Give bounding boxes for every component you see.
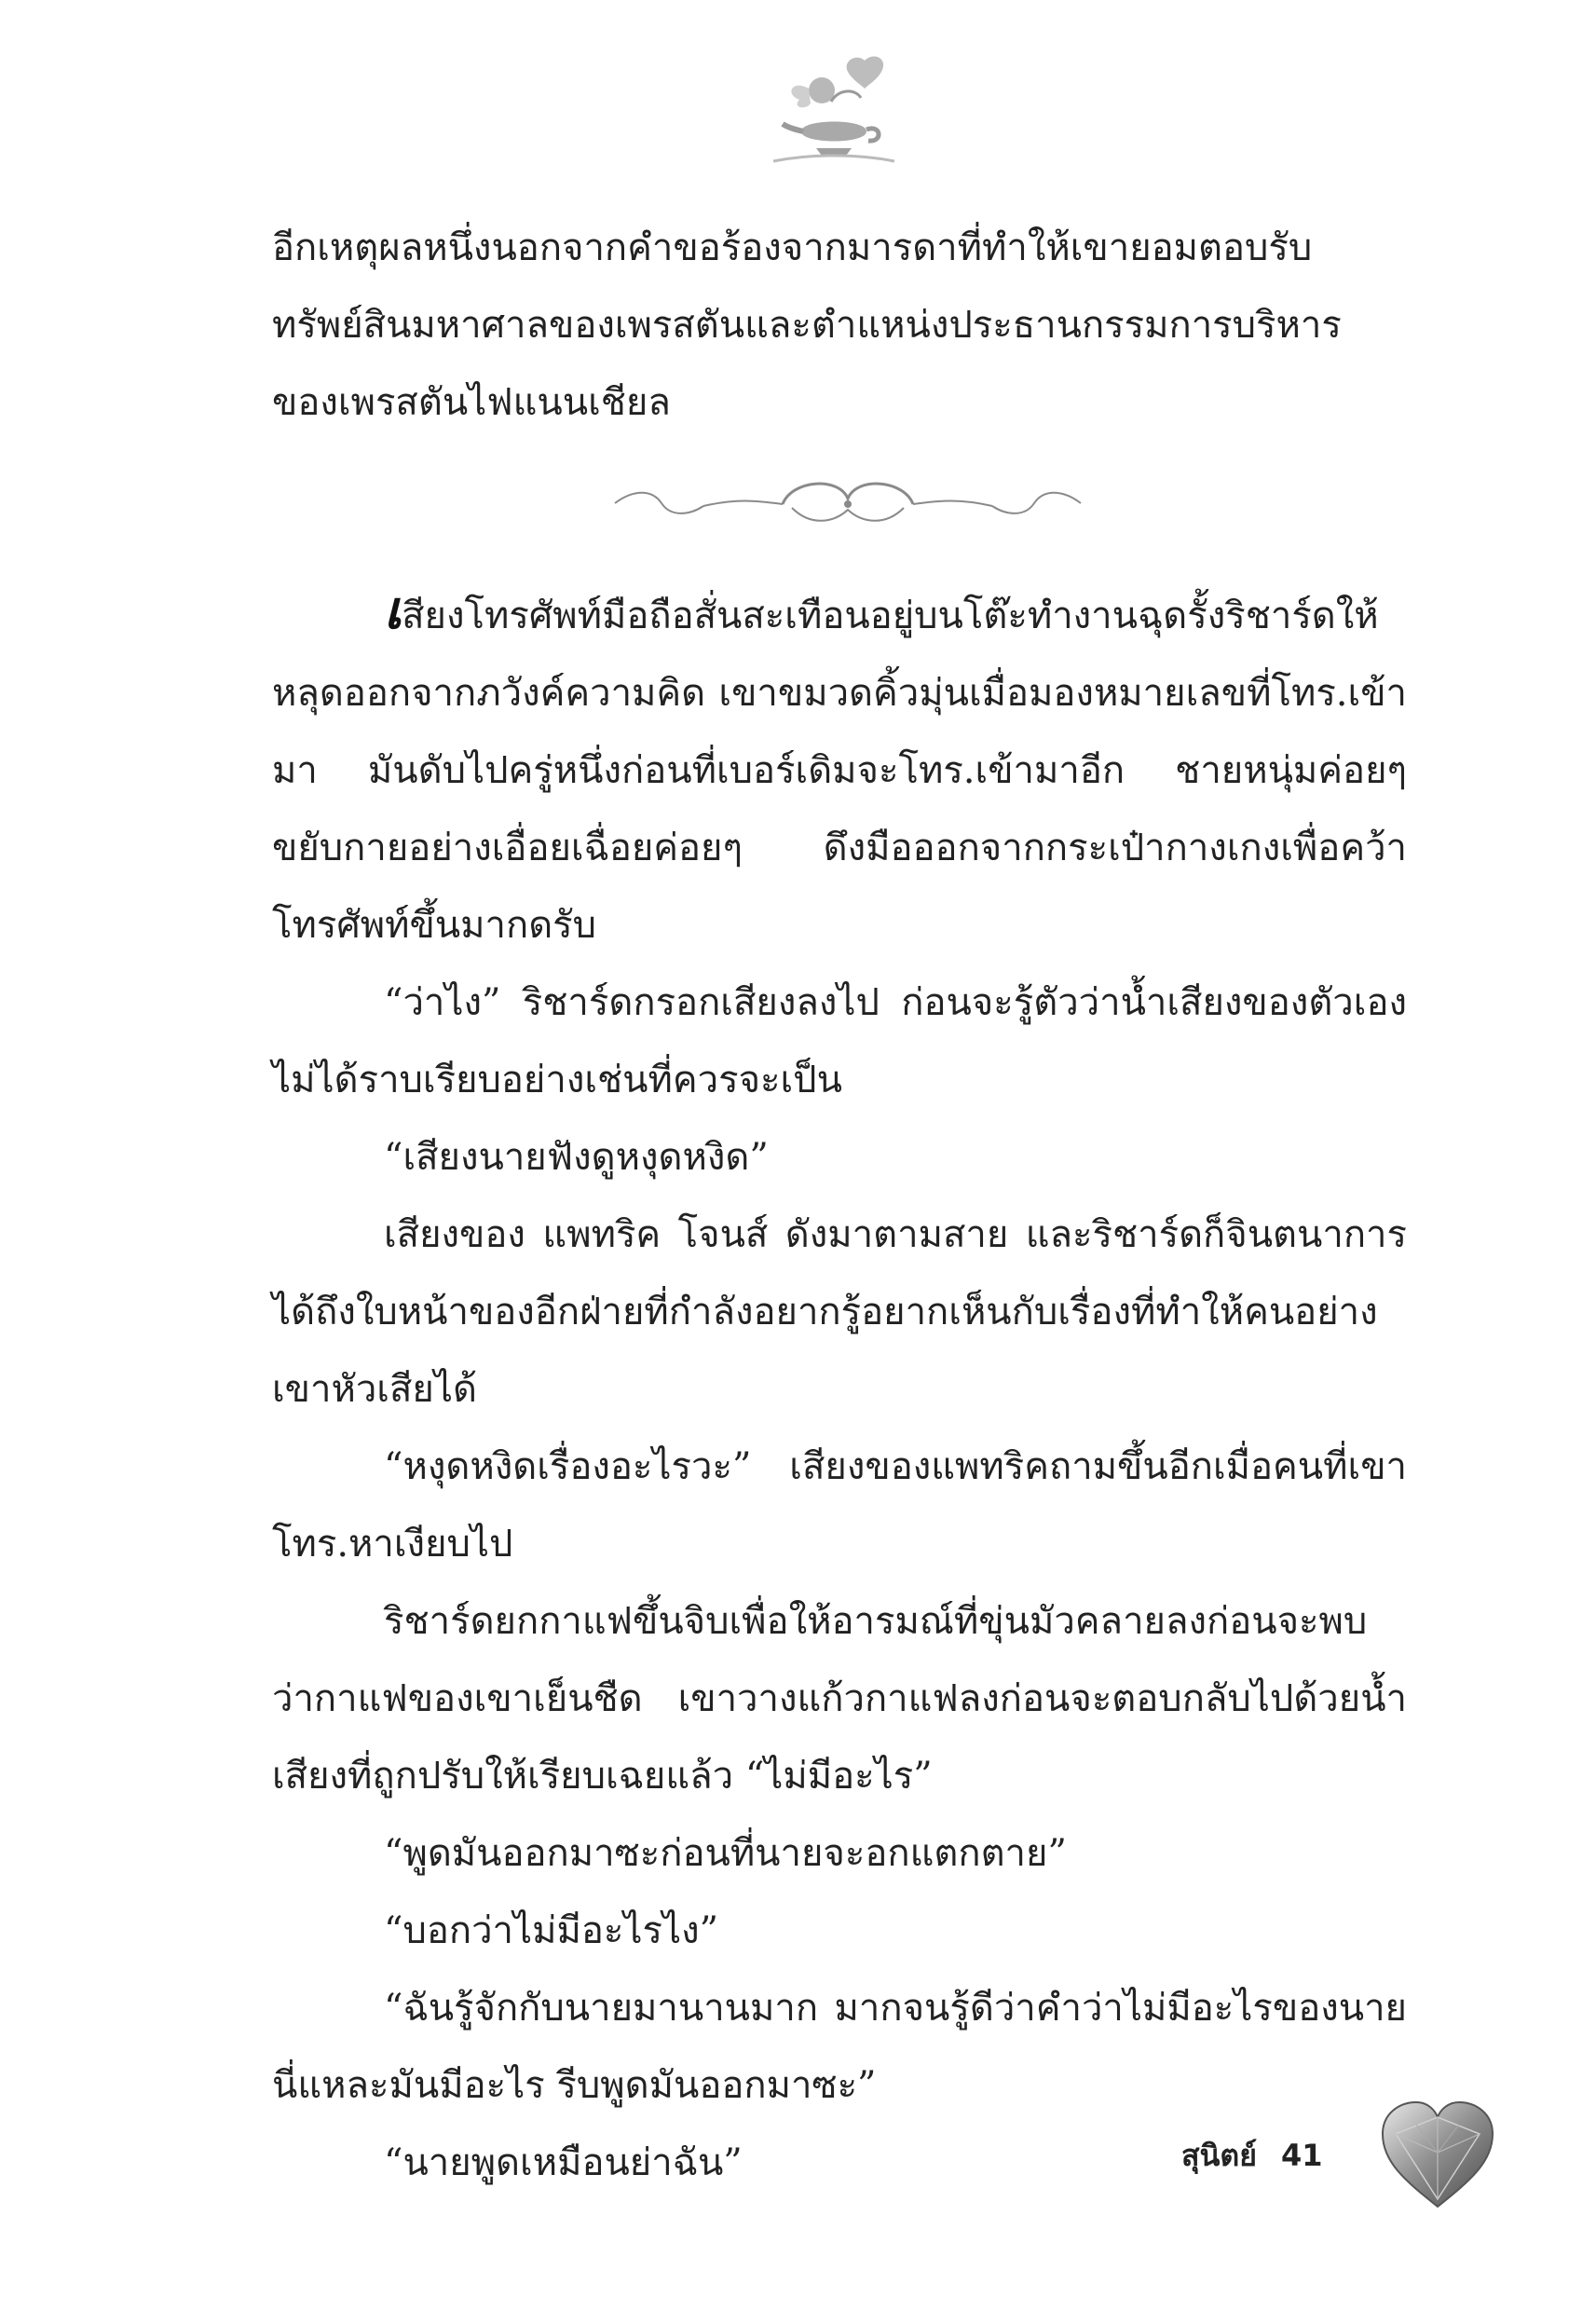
paragraph: “หงุดหงิดเรื่องอะไรวะ” เสียงของแพทริคถามขึ้นอีกเมื่อคนที่เขาโทร.หาเงียบไป (272, 1445, 1407, 1566)
paragraph: ริชาร์ดยกกาแฟขึ้นจิบเพื่อให้อารมณ์ที่ขุ่นมัวคลายลงก่อนจะพบว่ากาแฟของเขาเย็นชืด เขาวางแก้วกาแฟลงก่อนจะตอบกลับไปด้วยน้ำเสียงที่ถูกปรับให้เรียบเฉยแล้ว “ไม่มีอะไร” (272, 1600, 1407, 1798)
paragraph: “เสียงนายฟังดูหงุดหงิด” (384, 1136, 769, 1179)
first-paragraph (272, 578, 1407, 964)
first-paragraph-text: สียงโทรศัพท์มือถือสั่นสะเทือนอยู่บนโต๊ะทำงานฉุดรั้งริชาร์ดให้หลุดออกจากภวังค์ความคิด เขาขมวดคิ้วมุ่นเมื่อมองหมายเลขที่โทร.เข้ามา มันดับไปครู่หนึ่งก่อนที่เบอร์เดิมจะโทร.เข้ามาอีก ชายหนุ่มค่อยๆ ขยับกายอย่างเอื่อยเฉื่อยค่อยๆ ดึงมือออกจากกระเป๋ากางเกงเพื่อคว้าโทรศัพท์ขึ้นมากดรับ (272, 595, 1407, 947)
opening-paragraph-block (272, 210, 1407, 442)
story-body (272, 578, 1407, 2202)
diamond-heart-icon (1377, 2097, 1498, 2213)
paragraph: “ว่าไง” ริชาร์ดกรอกเสียงลงไป ก่อนจะรู้ตัวว่าน้ำเสียงของตัวเองไม่ได้ราบเรียบอย่างเช่นที่ควรจะเป็น (272, 981, 1407, 1101)
cupid-teapot-ornament-icon (764, 51, 904, 172)
paragraph: อีกเหตุผลหนึ่งนอกจากคำขอร้องจากมารดาที่ทำให้เขายอมตอบรับทรัพย์สินมหาศาลของเพรสตันและตำแหน่งประธานกรรมการบริหารของเพรสตันไฟแนนเชียล (272, 226, 1342, 424)
page-footer (1181, 2132, 1322, 2180)
paragraph: เสียงของ แพทริค โจนส์ ดังมาตามสาย และริชาร์ดก็จินตนาการได้ถึงใบหน้าของอีกฝ่ายที่กำลังอยากรู้อยากเห็นกับเรื่องที่ทำให้คนอย่างเขาหัวเสียได้ (272, 1213, 1407, 1411)
paragraph: “พูดมันออกมาซะก่อนที่นายจะอกแตกตาย” (384, 1832, 1067, 1875)
drop-cap: เ (384, 581, 402, 641)
flourish-divider-icon (596, 471, 1099, 536)
paragraph: “บอกว่าไม่มีอะไรไง” (384, 1909, 719, 1952)
paragraph: “ฉันรู้จักกับนายมานานมาก มากจนรู้ดีว่าคำว่าไม่มีอะไรของนายนี่แหละมันมีอะไร รีบพูดมันออกมาซะ” (272, 1987, 1407, 2107)
paragraph: “นายพูดเหมือนย่าฉัน” (384, 2141, 743, 2184)
page-number: 41 (1280, 2138, 1323, 2173)
author-name: สุนิตย์ (1181, 2138, 1257, 2173)
